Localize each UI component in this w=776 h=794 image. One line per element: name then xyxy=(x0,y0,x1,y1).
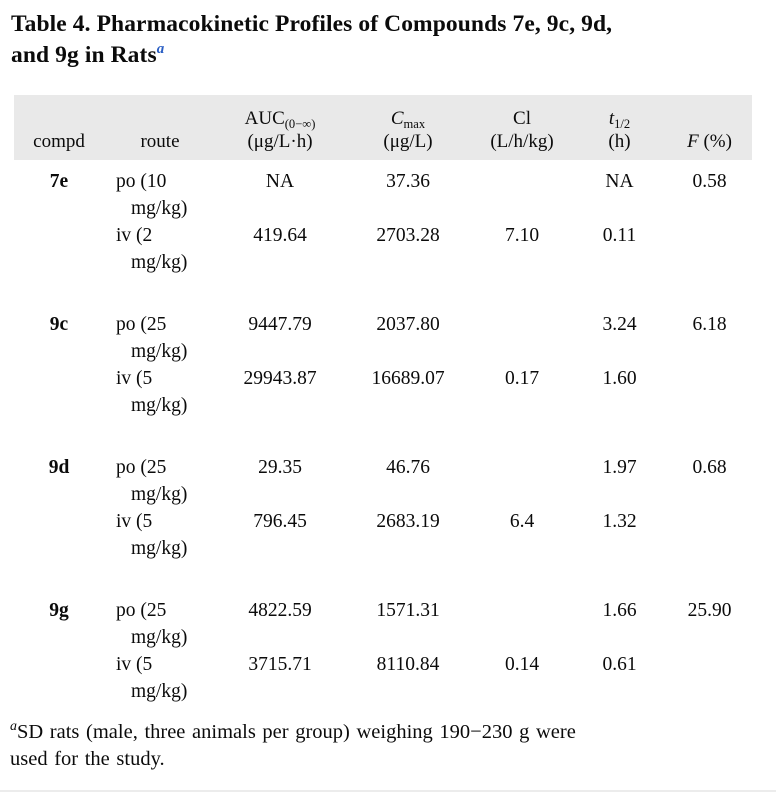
cell-t12: 0.61 xyxy=(602,654,637,676)
title-footnote-marker: a xyxy=(156,41,165,58)
cell-f: 0.58 xyxy=(692,171,727,193)
cell-cmax: 2037.80 xyxy=(376,314,440,336)
cell-route: iv (2 mg/kg) xyxy=(116,225,188,274)
cell-cl: 0.14 xyxy=(504,654,540,676)
cell-auc: 3715.71 xyxy=(248,654,312,676)
cell-route: po (25 mg/kg) xyxy=(116,457,188,506)
cell-f: 6.18 xyxy=(692,314,727,336)
table-row xyxy=(14,651,752,705)
header-f: F (%) xyxy=(687,130,732,152)
footnote-marker: a xyxy=(10,719,17,735)
table-row xyxy=(14,311,752,365)
cell-compd: 7e xyxy=(49,171,69,193)
cmax-unit: (μg/L) xyxy=(383,130,433,152)
table-title xyxy=(11,9,764,71)
cell-cmax: 46.76 xyxy=(386,457,430,479)
bottom-rule xyxy=(0,790,776,792)
header-auc: $AUC_{(0-\infty)}$ (μg/L·h) xyxy=(216,108,344,153)
cell-route: po (10 mg/kg) xyxy=(116,171,188,220)
cell-cmax: 16689.07 xyxy=(371,368,445,390)
t12-subscript: 1/2 xyxy=(614,117,631,132)
table-row xyxy=(14,597,752,651)
table-header-row xyxy=(14,95,752,160)
cell-t12: 1.97 xyxy=(602,457,637,479)
table-row xyxy=(14,508,752,562)
table-row xyxy=(14,168,752,222)
cell-cmax: 8110.84 xyxy=(376,654,440,676)
cl-unit: (L/h/kg) xyxy=(490,130,554,152)
cell-cmax: 1571.31 xyxy=(376,600,440,622)
cell-cmax: 37.36 xyxy=(386,171,430,193)
auc-subscript: (0−∞) xyxy=(284,117,316,132)
cell-route: iv (5 mg/kg) xyxy=(116,511,188,560)
header-compd: compd xyxy=(33,130,85,152)
cell-route: po (25 mg/kg) xyxy=(116,600,188,649)
auc-unit: (μg/L·h) xyxy=(247,130,313,152)
cell-auc: NA xyxy=(265,171,295,193)
cell-compd: 9d xyxy=(48,457,70,479)
cell-compd: 9g xyxy=(49,600,69,622)
cell-auc: 419.64 xyxy=(253,225,307,247)
footnote-line1: SD rats (male, three animals per group) weighing 190−230 g were xyxy=(16,720,576,743)
cell-t12: 1.60 xyxy=(602,368,637,390)
cell-t12: 0.11 xyxy=(602,225,637,247)
table-title-line1: Table 4. Pharmacokinetic Profiles of Compounds 7e, 9c, 9d, xyxy=(11,11,613,37)
paper-page xyxy=(0,9,776,794)
cell-t12: 1.32 xyxy=(602,511,637,533)
header-route: route xyxy=(140,130,180,152)
footnote-line2: used for the study. xyxy=(10,748,165,771)
f-unit: (%) xyxy=(703,130,732,152)
header-cmax: $C_{max}$ (μg/L) xyxy=(344,108,472,153)
cell-cl: 7.10 xyxy=(504,225,540,247)
table-row xyxy=(14,365,752,419)
cell-t12: NA xyxy=(605,171,634,193)
cell-compd: 9c xyxy=(49,314,69,336)
cell-t12: 1.66 xyxy=(602,600,637,622)
cell-auc: 29.35 xyxy=(258,457,302,479)
cell-route: po (25 mg/kg) xyxy=(116,314,188,363)
cell-t12: 3.24 xyxy=(602,314,637,336)
table-body xyxy=(14,160,752,705)
header-cl: Cl (L/h/kg) xyxy=(472,108,572,153)
cell-auc: 796.45 xyxy=(253,511,307,533)
cell-route: iv (5 mg/kg) xyxy=(116,654,188,703)
cell-f: 0.68 xyxy=(692,457,727,479)
table-footnote xyxy=(10,718,766,773)
cell-cl: 0.17 xyxy=(504,368,540,390)
table-row xyxy=(14,454,752,508)
cell-cmax: 2703.28 xyxy=(376,225,440,247)
pharmacokinetics-table xyxy=(14,95,752,705)
cell-route: iv (5 mg/kg) xyxy=(116,368,188,417)
table-title-line2: and 9g in Rats xyxy=(11,42,157,69)
cell-auc: 9447.79 xyxy=(248,314,312,336)
t12-unit: (h) xyxy=(608,130,631,152)
header-t12: $t_{1/2}$ (h) xyxy=(572,108,667,153)
cell-f: 25.90 xyxy=(687,600,732,622)
cmax-subscript: max xyxy=(403,117,426,132)
cell-auc: 4822.59 xyxy=(248,600,312,622)
cell-auc: 29943.87 xyxy=(243,368,317,390)
table-row xyxy=(14,222,752,276)
cell-cmax: 2683.19 xyxy=(376,511,440,533)
cell-cl: 6.4 xyxy=(509,511,535,533)
